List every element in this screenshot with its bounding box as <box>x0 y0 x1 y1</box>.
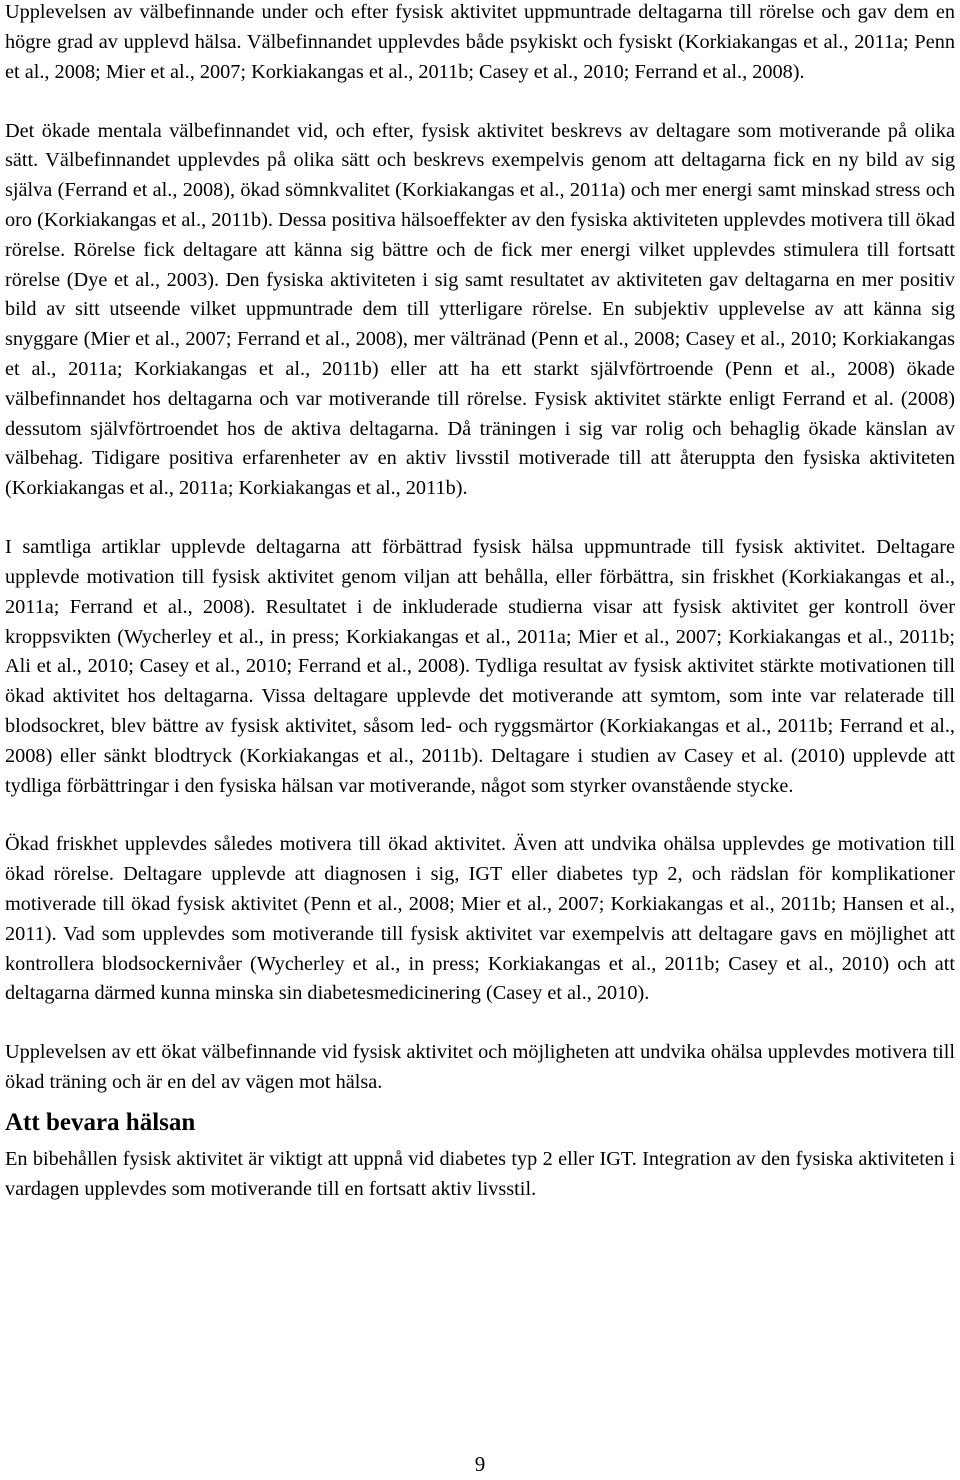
paragraph-summary: Upplevelsen av ett ökat välbefinnande vid fysisk aktivitet och möjligheten att undvika ohälsa upplevdes motivera till ökad träning och är en del av vägen mot hälsa. <box>5 1041 955 1094</box>
page-number: 9 <box>474 1452 486 1476</box>
section-heading: Att bevara hälsan <box>5 1109 196 1137</box>
paragraph-avoid-ill-health: Ökad friskhet upplevdes således motivera till ökad aktivitet. Även att undvika ohälsa upplevdes ge motivation till ökad rörelse. Deltagare upplevde att diagnosen i sig, IGT eller diabetes typ 2, och rädslan för komplikationer motiverade till ökad fysisk aktivitet (Penn et al., 2008; Mier et al., 2007; Korkiakangas et al., 2011b; Hansen et al., 2011). Vad som upplevdes som motiverande till fysisk aktivitet var exempelvis att deltagare gavs en möjlighet att kontrollera blodsockernivåer (Wycherley et al., in press; Korkiakangas et al., 2011b; Casey et al., 2010) och att deltagarna därmed kunna minska sin diabetesmedicinering (Casey et al., 2010). <box>5 833 955 1005</box>
paragraph-maintain-health: En bibehållen fysisk aktivitet är viktigt att uppnå vid diabetes typ 2 eller IGT. Integration av den fysiska aktiviteten i vardagen upplevdes som motiverande till en fortsatt aktiv livsstil. <box>5 1148 955 1200</box>
paragraph-wellbeing-intro: Upplevelsen av välbefinnande under och efter fysisk aktivitet uppmuntrade deltagarna till rörelse och gav dem en högre grad av upplevd hälsa. Välbefinnandet upplevdes både psykiskt och fysiskt (Korkiakangas et al., 2011a; Penn et al., 2008; Mier et al., 2007; Korkiakangas et al., 2011b; Casey et al., 2010; Ferrand et al., 2008). <box>5 1 955 83</box>
document-page <box>5 0 955 1205</box>
paragraph-mental-wellbeing: Det ökade mentala välbefinnandet vid, och efter, fysisk aktivitet beskrevs av deltagare som motiverande på olika sätt. Välbefinnandet upplevdes på olika sätt och beskrevs exempelvis genom att deltagarna fick en ny bild av sig själva (Ferrand et al., 2008), ökad sömnkvalitet (Korkiakangas et al., 2011a) och mer energi samt minskad stress och oro (Korkiakangas et al., 2011b). Dessa positiva hälsoeffekter av den fysiska aktiviteten upplevdes motivera till ökad rörelse. Rörelse fick deltagare att känna sig bättre och de fick mer energi vilket upplevdes stimulera till fortsatt rörelse (Dye et al., 2003). Den fysiska aktiviteten i sig samt resultatet av aktiviteten gav deltagarna en mer positiv bild av sitt utseende vilket uppmuntrade dem till ytterligare rörelse. En subjektiv upplevelse av att känna sig snyggare (Mier et al., 2007; Ferrand et al., 2008), mer vältränad (Penn et al., 2008; Casey et al., 2010; Korkiakangas et al., 2011a; Korkiakangas et al., 2011b) eller att ha ett starkt självförtroende (Penn et al., 2008) ökade välbefinnandet hos deltagarna och var motiverande till rörelse. Fysisk aktivitet stärkte enligt Ferrand et al. (2008) dessutom självförtroendet hos de aktiva deltagarna. Då träningen i sig var rolig och behaglig ökade känslan av välbehag. Tidigare positiva erfarenheter av en aktiv livsstil motiverade till att återuppta den fysiska aktiviteten (Korkiakangas et al., 2011a; Korkiakangas et al., 2011b). <box>5 119 955 500</box>
paragraph-physical-health: I samtliga artiklar upplevde deltagarna att förbättrad fysisk hälsa uppmuntrade till fysisk aktivitet. Deltagare upplevde motivation till fysisk aktivitet genom viljan att behålla, eller förbättra, sin friskhet (Korkiakangas et al., 2011a; Ferrand et al., 2008). Resultatet i de inkluderade studierna visar att fysisk aktivitet ger kontroll över kroppsvikten (Wycherley et al., in press; Korkiakangas et al., 2011a; Mier et al., 2007; Korkiakangas et al., 2011b; Ali et al., 2010; Casey et al., 2010; Ferrand et al., 2008). Tydliga resultat av fysisk aktivitet stärkte motivationen till ökad aktivitet hos deltagarna. Vissa deltagare upplevde det motiverande att symtom, som inte var relaterade till blodsockret, blev bättre av fysisk aktivitet, såsom led- och ryggsmärtor (Korkiakangas et al., 2011b; Ferrand et al., 2008) eller sänkt blodtryck (Korkiakangas et al., 2011b). Deltagare i studien av Casey et al. (2010) upplevde att tydliga förbättringar i den fysiska hälsan var motiverande, något som styrker ovanstående stycke. <box>5 536 955 797</box>
